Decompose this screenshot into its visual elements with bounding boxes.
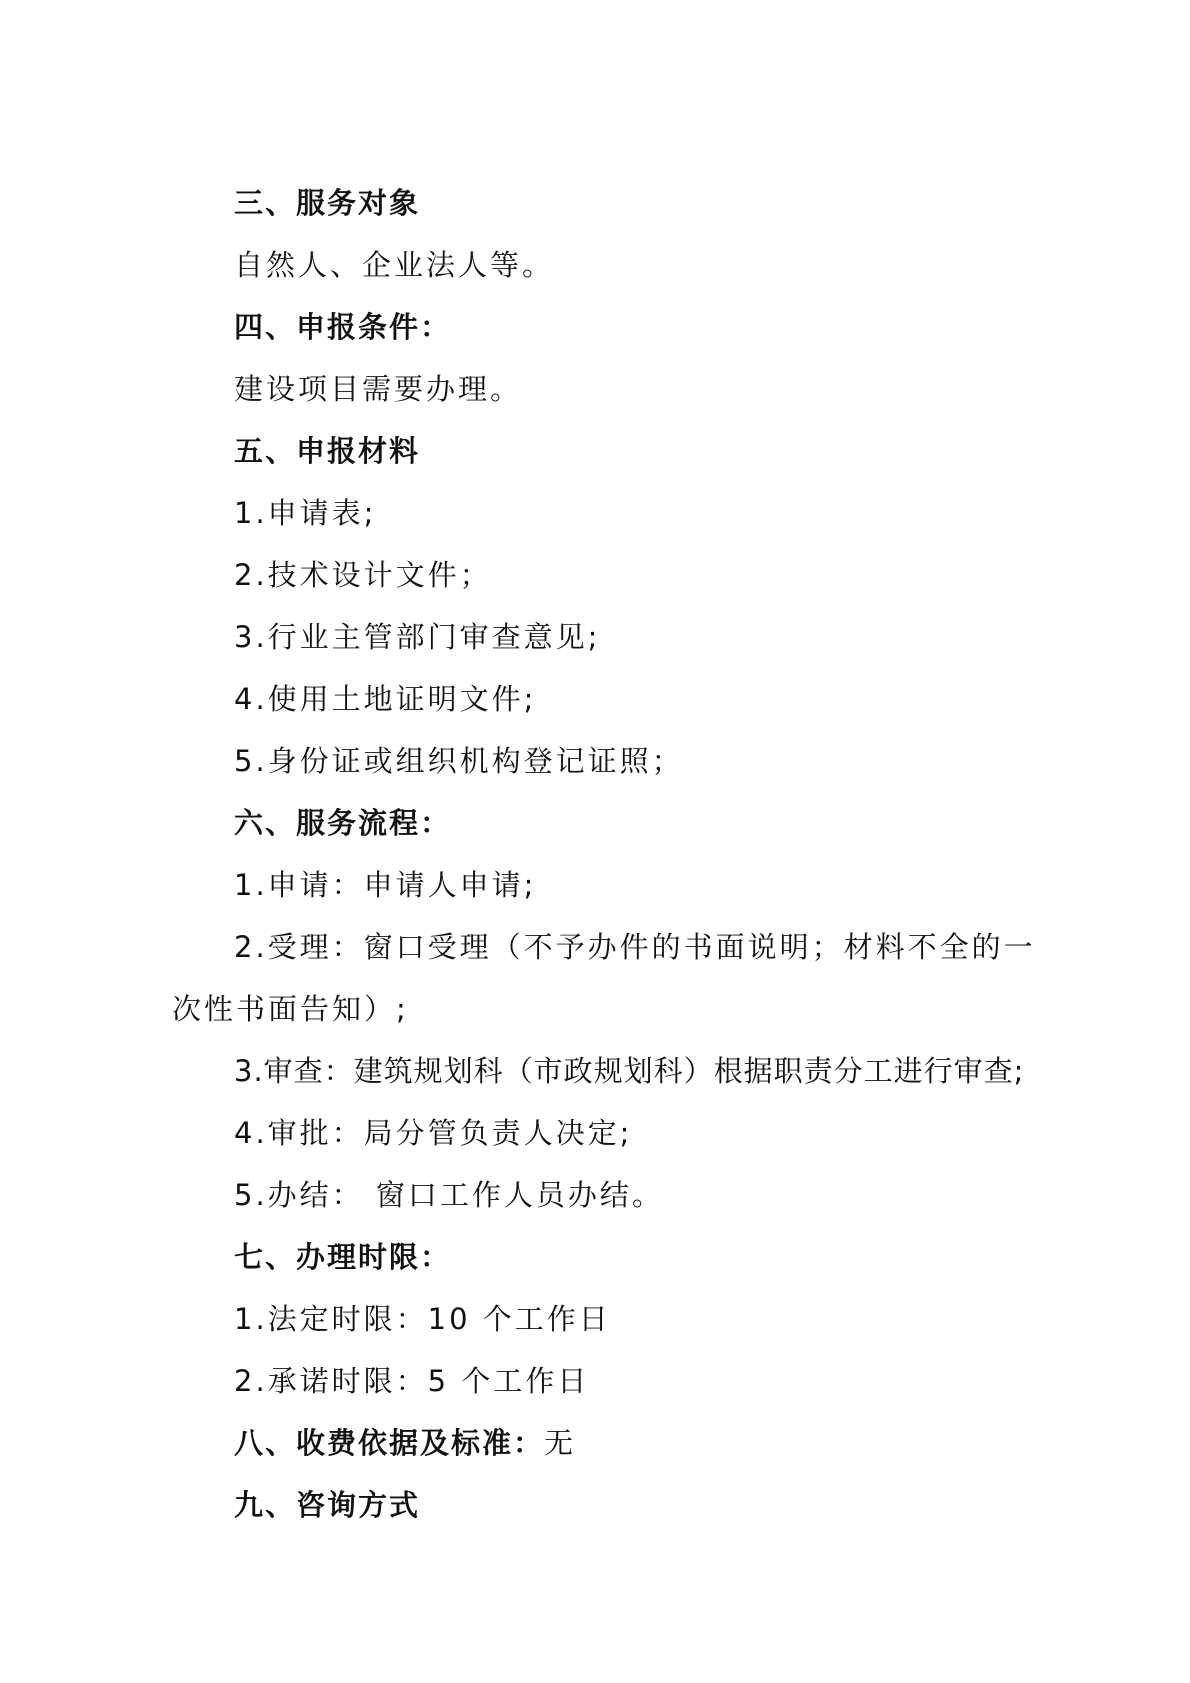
list-item-process-step: 2.受理：窗口受理（不予办件的书面说明；材料不全的一次性书面告知）; [172,930,1036,1026]
list-item-process-step: 4.审批：局分管负责人决定; [234,1116,633,1150]
section-heading-time-limit: 七、办理时限： [234,1240,452,1274]
list-item-material: 5.身份证或组织机构登记证照； [234,744,684,778]
list-item-time-limit: 2.承诺时限：5 个工作日 [234,1364,590,1398]
list-item-process-step: 5.办结： 窗口工作人员办结。 [234,1178,664,1212]
list-item-material: 4.使用土地证明文件; [234,682,537,716]
section-heading-service-target: 三、服务对象 [234,186,421,220]
list-item-material: 2.技术设计文件； [234,558,492,592]
section-heading-conditions: 四、申报条件： [234,310,452,344]
list-item-process-step: 3.审查：建筑规划科（市政规划科）根据职责分工进行审查; [234,1054,1025,1088]
fees-value: 无 [544,1426,576,1460]
list-item-material: 1.申请表; [234,496,377,530]
section-heading-process: 六、服务流程： [234,806,452,840]
section-body-conditions: 建设项目需要办理。 [234,372,523,406]
section-body-service-target: 自然人、企业法人等。 [234,248,555,282]
section-heading-materials: 五、申报材料 [234,434,421,468]
list-item-material: 3.行业主管部门审查意见; [234,620,601,654]
section-heading-fees [172,1412,1052,1474]
section-heading-consultation: 九、咨询方式 [234,1488,421,1522]
document-content [172,172,1052,1536]
fees-label: 八、收费依据及标准： [234,1426,545,1460]
list-item-process-step: 1.申请：申请人申请; [234,868,537,902]
list-item-time-limit: 1.法定时限：10 个工作日 [234,1302,611,1336]
